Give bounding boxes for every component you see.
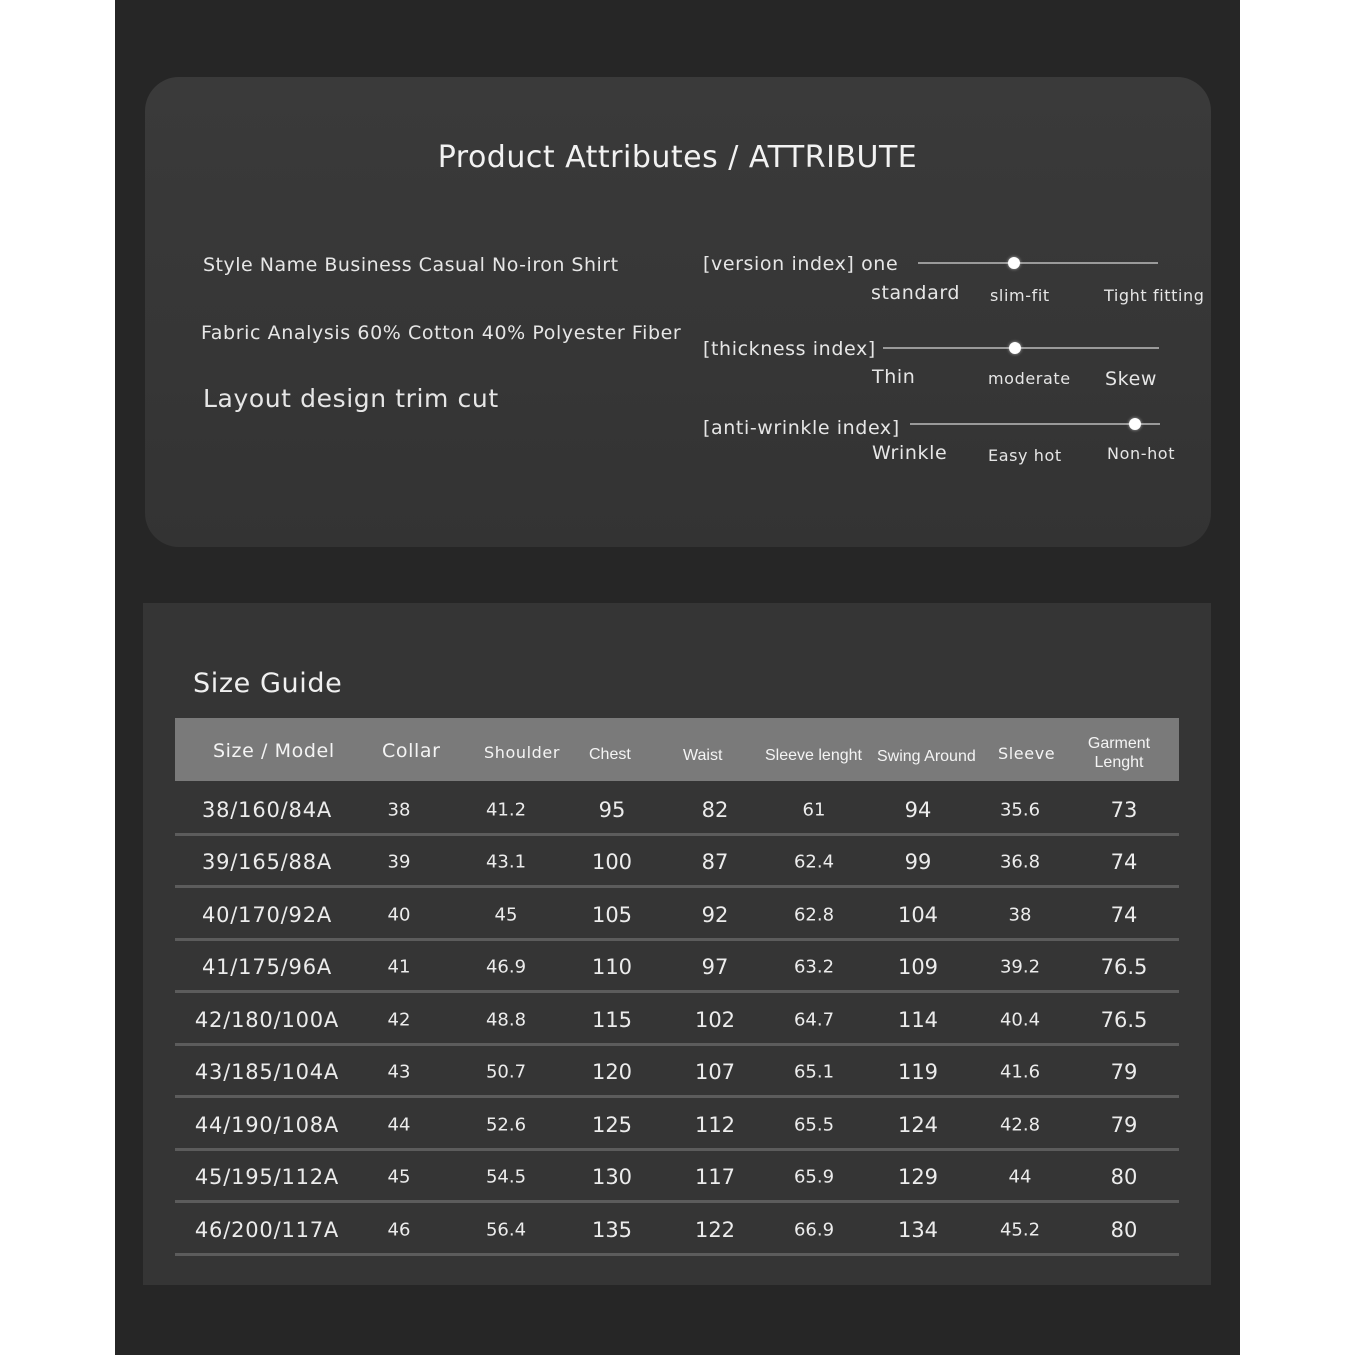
cell-collar: 45 — [387, 1166, 411, 1188]
cell-waist: 92 — [701, 903, 729, 927]
cell-sleeve-length: 61 — [802, 799, 826, 821]
cell-collar: 44 — [387, 1114, 411, 1136]
anti-wrinkle-option-3: Non-hot — [1107, 444, 1176, 463]
cell-shoulder: 52.6 — [485, 1114, 527, 1136]
cell-shoulder: 45 — [494, 904, 518, 926]
table-row — [175, 889, 1179, 941]
row-divider — [175, 1095, 1179, 1098]
cell-waist: 107 — [694, 1060, 736, 1084]
cell-collar: 39 — [387, 851, 411, 873]
cell-collar: 40 — [387, 904, 411, 926]
version-option-2: slim-fit — [990, 286, 1050, 305]
fabric-analysis: Fabric Analysis 60% Cotton 40% Polyester Fiber — [201, 322, 682, 344]
cell-garment-length: 80 — [1110, 1218, 1138, 1242]
version-index-label: [version index] one — [703, 253, 899, 275]
cell-size-model: 42/180/100A — [194, 1008, 340, 1032]
cell-sleeve-length: 63.2 — [793, 956, 835, 978]
cell-size-model: 40/170/92A — [201, 903, 333, 927]
cell-garment-length: 76.5 — [1100, 1008, 1148, 1032]
header-garment-line2: Lenght — [1094, 754, 1144, 771]
cell-garment-length: 79 — [1110, 1113, 1138, 1137]
cell-sleeve: 42.8 — [999, 1114, 1041, 1136]
cell-shoulder: 54.5 — [485, 1166, 527, 1188]
header-shoulder: Shoulder — [484, 743, 561, 762]
table-row — [175, 1151, 1179, 1203]
cell-size-model: 46/200/117A — [194, 1218, 340, 1242]
cell-sleeve: 39.2 — [999, 956, 1041, 978]
cell-sleeve-length: 65.5 — [793, 1114, 835, 1136]
row-divider — [175, 1253, 1179, 1256]
cell-shoulder: 41.2 — [485, 799, 527, 821]
header-sleeve: Sleeve — [998, 744, 1056, 763]
table-row — [175, 1046, 1179, 1098]
cell-sleeve-length: 65.1 — [793, 1061, 835, 1083]
cell-waist: 82 — [701, 798, 729, 822]
cell-sleeve: 35.6 — [999, 799, 1041, 821]
header-swing-around: Swing Around — [877, 748, 976, 765]
header-collar: Collar — [382, 740, 441, 762]
cell-chest: 110 — [591, 955, 633, 979]
cell-collar: 43 — [387, 1061, 411, 1083]
cell-size-model: 44/190/108A — [194, 1113, 340, 1137]
table-row — [175, 784, 1179, 836]
cell-collar: 38 — [387, 799, 411, 821]
attributes-title: Product Attributes / ATTRIBUTE — [437, 140, 918, 175]
cell-garment-length: 74 — [1110, 850, 1138, 874]
row-divider — [175, 885, 1179, 888]
row-divider — [175, 1200, 1179, 1203]
cell-sleeve-length: 62.8 — [793, 904, 835, 926]
thickness-option-2: moderate — [988, 369, 1071, 388]
cell-size-model: 38/160/84A — [201, 798, 333, 822]
cell-garment-length: 74 — [1110, 903, 1138, 927]
cell-sleeve: 45.2 — [999, 1219, 1041, 1241]
cell-sleeve: 41.6 — [999, 1061, 1041, 1083]
cell-collar: 41 — [387, 956, 411, 978]
header-size-model: Size / Model — [213, 740, 335, 762]
cell-sleeve: 44 — [1008, 1166, 1032, 1188]
cell-chest: 115 — [591, 1008, 633, 1032]
table-row — [175, 1204, 1179, 1256]
cell-waist: 87 — [701, 850, 729, 874]
layout-design: Layout design trim cut — [203, 384, 499, 413]
cell-garment-length: 73 — [1110, 798, 1138, 822]
cell-chest: 95 — [598, 798, 626, 822]
cell-size-model: 45/195/112A — [194, 1165, 340, 1189]
cell-collar: 46 — [387, 1219, 411, 1241]
cell-swing-around: 114 — [897, 1008, 939, 1032]
thickness-index-label: [thickness index] — [703, 338, 876, 360]
cell-swing-around: 134 — [897, 1218, 939, 1242]
anti-wrinkle-option-1: Wrinkle — [872, 442, 948, 464]
version-option-1: standard — [871, 282, 961, 304]
cell-size-model: 41/175/96A — [201, 955, 333, 979]
cell-waist: 117 — [694, 1165, 736, 1189]
header-garment-length — [1075, 734, 1163, 772]
cell-size-model: 43/185/104A — [194, 1060, 340, 1084]
cell-shoulder: 43.1 — [485, 851, 527, 873]
cell-waist: 112 — [694, 1113, 736, 1137]
header-garment-line1: Garment — [1087, 735, 1151, 752]
cell-swing-around: 94 — [904, 798, 932, 822]
header-chest: Chest — [589, 746, 631, 763]
anti-wrinkle-index-knob — [1129, 418, 1141, 430]
cell-sleeve-length: 62.4 — [793, 851, 835, 873]
style-name: Style Name Business Casual No-iron Shirt — [203, 254, 619, 276]
cell-collar: 42 — [387, 1009, 411, 1031]
cell-shoulder: 50.7 — [485, 1061, 527, 1083]
table-row — [175, 941, 1179, 993]
cell-chest: 130 — [591, 1165, 633, 1189]
cell-garment-length: 80 — [1110, 1165, 1138, 1189]
cell-swing-around: 99 — [904, 850, 932, 874]
cell-sleeve-length: 64.7 — [793, 1009, 835, 1031]
thickness-option-3: Skew — [1105, 368, 1158, 390]
cell-garment-length: 79 — [1110, 1060, 1138, 1084]
version-index-track — [918, 262, 1158, 264]
cell-chest: 105 — [591, 903, 633, 927]
table-row — [175, 836, 1179, 888]
anti-wrinkle-index-track — [910, 423, 1160, 425]
size-guide-title: Size Guide — [193, 668, 343, 699]
cell-garment-length: 76.5 — [1100, 955, 1148, 979]
cell-waist: 122 — [694, 1218, 736, 1242]
cell-sleeve: 36.8 — [999, 851, 1041, 873]
cell-chest: 135 — [591, 1218, 633, 1242]
cell-chest: 120 — [591, 1060, 633, 1084]
header-sleeve-length: Sleeve lenght — [765, 747, 862, 764]
thickness-index-knob — [1009, 342, 1021, 354]
cell-swing-around: 104 — [897, 903, 939, 927]
cell-size-model: 39/165/88A — [201, 850, 333, 874]
thickness-index-track — [883, 347, 1159, 349]
row-divider — [175, 990, 1179, 993]
thickness-option-1: Thin — [872, 366, 916, 388]
cell-sleeve: 40.4 — [999, 1009, 1041, 1031]
anti-wrinkle-index-label: [anti-wrinkle index] — [703, 417, 900, 439]
version-index-knob — [1008, 257, 1020, 269]
cell-shoulder: 48.8 — [485, 1009, 527, 1031]
cell-waist: 102 — [694, 1008, 736, 1032]
anti-wrinkle-option-2: Easy hot — [988, 446, 1062, 465]
cell-shoulder: 46.9 — [485, 956, 527, 978]
cell-swing-around: 109 — [897, 955, 939, 979]
cell-swing-around: 119 — [897, 1060, 939, 1084]
cell-swing-around: 129 — [897, 1165, 939, 1189]
table-row — [175, 994, 1179, 1046]
version-option-3: Tight fitting — [1104, 286, 1205, 305]
header-waist: Waist — [683, 747, 723, 764]
cell-shoulder: 56.4 — [485, 1219, 527, 1241]
cell-sleeve-length: 66.9 — [793, 1219, 835, 1241]
cell-sleeve: 38 — [1008, 904, 1032, 926]
size-table-header — [175, 718, 1179, 781]
cell-chest: 100 — [591, 850, 633, 874]
cell-chest: 125 — [591, 1113, 633, 1137]
cell-sleeve-length: 65.9 — [793, 1166, 835, 1188]
cell-swing-around: 124 — [897, 1113, 939, 1137]
cell-waist: 97 — [701, 955, 729, 979]
table-row — [175, 1099, 1179, 1151]
